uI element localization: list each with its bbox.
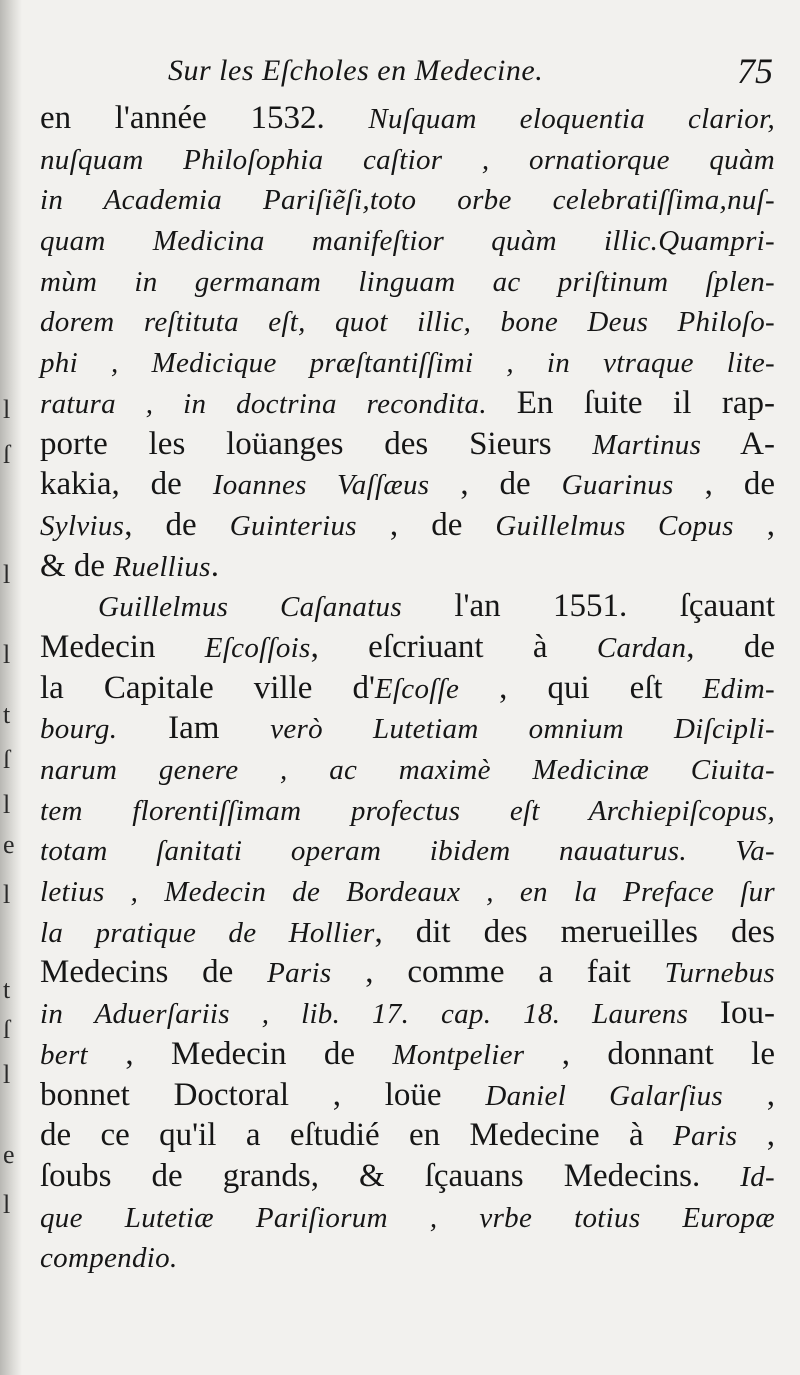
italic-run: ratura , in doctrina recondita. [40, 387, 517, 420]
text-line [40, 505, 775, 546]
roman-run: bonnet Doctoral , loüe [40, 1076, 486, 1113]
italic-run: dorem reſtituta eſt, quot illic, bone Deus Philoſo- [40, 306, 775, 339]
roman-run: Medecins de [40, 954, 268, 991]
italic-run: la pratique de Hollier [40, 916, 375, 949]
roman-run: la Capitale ville d' [40, 669, 375, 706]
italic-run: Sylvius [40, 509, 125, 542]
text-line [40, 1075, 775, 1116]
roman-run: ſoubs de grands, & ſçauans Medecins. [40, 1157, 741, 1194]
roman-run: en l'année 1532. [40, 100, 369, 136]
margin-glyph: l [3, 1190, 11, 1219]
roman-run: , de [124, 506, 230, 543]
italic-run: Id- [740, 1160, 775, 1193]
text-line [40, 830, 775, 871]
italic-run: compendio. [40, 1242, 178, 1275]
margin-glyph: l [3, 640, 11, 669]
roman-run: de ce qu'il a eſtudié en Medecine à [40, 1117, 674, 1154]
text-line [40, 179, 775, 220]
roman-run: , [723, 1076, 775, 1113]
margin-glyph: ſ [3, 440, 11, 469]
italic-run: Montpelier [392, 1038, 525, 1071]
italic-run: Cardan [596, 631, 687, 664]
italic-run: que Lutetiæ Pariſiorum , vrbe totius Europæ [40, 1201, 775, 1234]
margin-glyph: e [3, 1140, 15, 1169]
italic-run: Ioannes Vaſſæus [212, 469, 430, 502]
roman-run: . [210, 547, 220, 584]
italic-run: Edim- [702, 672, 775, 705]
italic-run: narum genere , ac maximè Medicinæ Ciuita- [40, 754, 775, 786]
italic-run: Guillelmus Caſanatus [98, 591, 402, 624]
text-line [40, 708, 775, 749]
text-line [40, 424, 775, 465]
running-head-title: Sur les Eſcholes en Medecine. [168, 54, 544, 87]
italic-run: Ruellius [113, 550, 211, 583]
roman-run: A- [701, 425, 776, 462]
text-line [40, 586, 775, 627]
text-line [40, 668, 775, 709]
text-line [40, 993, 775, 1034]
italic-run: Galarſius [566, 1079, 723, 1112]
roman-run: , qui eſt [459, 669, 703, 706]
margin-glyph: l [3, 1060, 11, 1089]
roman-run: & de [40, 547, 114, 584]
text-line [40, 98, 775, 139]
margin-glyph: l [3, 880, 11, 909]
text-line [40, 342, 775, 383]
italic-run: nuſquam Philoſophia caſtior , ornatiorque quàm [40, 143, 775, 176]
italic-run: Paris [673, 1120, 738, 1153]
roman-run: , de [429, 466, 562, 503]
italic-run: bert [40, 1038, 88, 1071]
margin-glyph: t [3, 975, 11, 1004]
body-text [40, 98, 775, 1278]
roman-run: porte les loüanges des Sieurs [40, 425, 593, 462]
italic-run: totam ſanitati operam ibidem nauaturus. Va- [40, 835, 775, 868]
italic-run: in Academia Pariſiẽſi,toto orbe celebratiſſima,nuſ- [40, 184, 775, 217]
roman-run: kakia, de [40, 466, 213, 503]
italic-run: tem florentiſſimam profectus eſt Archiepiſcopus, [40, 794, 775, 827]
roman-run: , comme a fait [331, 954, 665, 991]
roman-run: , [737, 1117, 776, 1154]
italic-run: Paris [267, 957, 332, 990]
roman-run: , eſcriuant à [310, 628, 597, 665]
roman-run: Iou- [720, 995, 775, 1032]
italic-run: in Aduerſariis , lib. 17. cap. 18. Laurens [40, 998, 721, 1031]
text-line [40, 1156, 775, 1197]
roman-run: l'an 1551. ſçauant [401, 588, 775, 625]
text-line [40, 1237, 775, 1278]
text-line [40, 627, 775, 668]
text-line [40, 1115, 775, 1156]
text-line [40, 1197, 775, 1238]
text-line [40, 261, 775, 302]
italic-run: Eſcoſſois [204, 631, 311, 664]
text-line [40, 912, 775, 953]
italic-run: Guillelmus Copus [495, 509, 734, 542]
text-line [40, 383, 775, 424]
roman-run: , [733, 506, 775, 543]
roman-run: En ſuite il rap- [516, 384, 775, 421]
roman-run: , de [673, 466, 775, 503]
margin-glyph: ſ [3, 745, 11, 774]
italic-run: mùm in germanam linguam ac priſtinum ſplen- [40, 265, 775, 298]
italic-run: Nuſquam eloquentia clarior, [368, 103, 775, 135]
margin-glyph: t [3, 700, 11, 729]
text-line [40, 790, 775, 831]
margin-bleed-through [0, 0, 22, 1375]
italic-run: Martinus [592, 428, 702, 461]
margin-glyph: l [3, 560, 11, 589]
roman-run: , dit des merueilles des [374, 913, 775, 950]
text-line [40, 301, 775, 342]
italic-run: Daniel [485, 1079, 567, 1112]
italic-run: Guarinus [561, 469, 674, 502]
italic-run: Guinterius [229, 509, 357, 542]
italic-run: Turnebus [664, 957, 775, 990]
margin-glyph: l [3, 395, 11, 424]
italic-run: quam Medicina manifeſtior quàm illic.Quampri- [40, 225, 775, 258]
text-line [40, 749, 775, 790]
margin-glyph: l [3, 790, 11, 819]
italic-run: Eſcoſſe [374, 672, 460, 705]
italic-run: letius , Medecin de Bordeaux , en la Preface ſur [40, 876, 775, 909]
page-number: 75 [737, 51, 773, 91]
roman-run: Medecin [40, 628, 205, 665]
roman-run: , Medecin de [87, 1035, 393, 1072]
text-line [40, 1034, 775, 1075]
text-line [40, 871, 775, 912]
roman-run: , de [686, 628, 775, 665]
italic-run: verò Lutetiam omnium Diſcipli- [270, 713, 775, 746]
text-line [40, 139, 775, 180]
running-head [40, 50, 775, 98]
italic-run: phi , Medicique præſtantiſſimi , in vtraque lite- [40, 347, 775, 380]
book-page [40, 50, 775, 1278]
text-line [40, 546, 775, 587]
italic-run: bourg. [40, 713, 118, 746]
roman-run: , de [356, 506, 496, 543]
roman-run: , donnant le [524, 1035, 775, 1072]
roman-run: Iam [117, 710, 271, 747]
text-line [40, 952, 775, 993]
text-line [40, 464, 775, 505]
margin-glyph: ſ [3, 1015, 11, 1044]
margin-glyph: e [3, 830, 15, 859]
text-line [40, 220, 775, 261]
